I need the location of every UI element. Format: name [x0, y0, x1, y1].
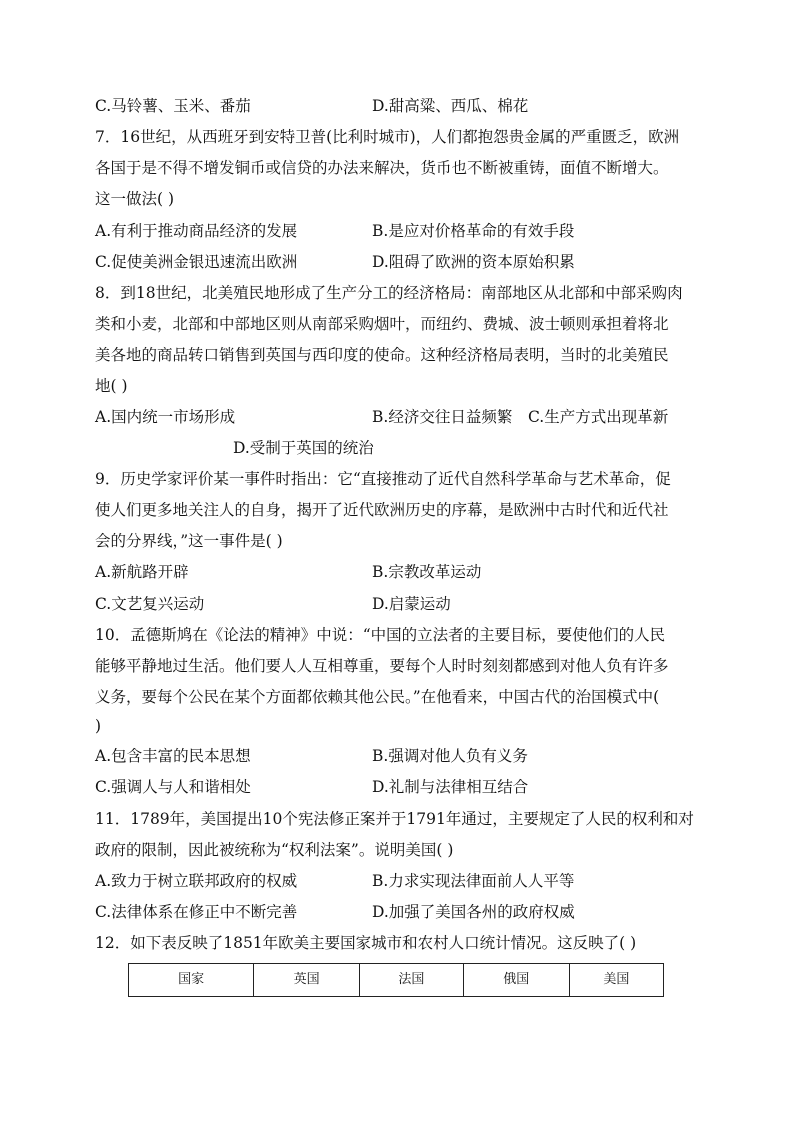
question-10-stem-line: 能够平静地过生活。他们要人人互相尊重，要每个人时时刻刻都感到对他人负有许多 [95, 657, 669, 675]
q8-option-d: D.受制于英国的统治 [233, 439, 374, 457]
q10-option-c: C.强调人与人和谐相处 [95, 778, 251, 796]
q7-option-c: C.促使美洲金银迅速流出欧洲 [95, 253, 298, 271]
question-12-stem-line: 12．如下表反映了1851年欧美主要国家城市和农村人口统计情况。这反映了( ) [95, 934, 637, 952]
question-9-stem-line: 9．历史学家评价某一事件时指出：它“直接推动了近代自然科学革命与艺术革命，促 [95, 470, 671, 488]
q9-option-a: A.新航路开辟 [95, 563, 189, 581]
table-header-row [129, 964, 664, 997]
question-8-stem-line: 地( ) [95, 377, 128, 395]
table-header-cell: 国家 [129, 964, 254, 997]
q11-option-b: B.力求实现法律面前人人平等 [372, 872, 575, 890]
table-header-cell: 法国 [359, 964, 463, 997]
q6-option-c: C.马铃薯、玉米、番茄 [95, 97, 251, 115]
q8-option-b: B.经济交往日益频繁 [372, 408, 513, 426]
q9-option-d: D.启蒙运动 [372, 595, 451, 613]
question-9-stem-line: 使人们更多地关注人的自身，揭开了近代欧洲历史的序幕，是欧洲中古时代和近代社 [95, 501, 669, 519]
q6-option-d: D.甜高粱、西瓜、棉花 [372, 97, 529, 115]
question-8-stem-line: 类和小麦，北部和中部地区则从南部采购烟叶，而纽约、费城、波士顿则承担着将北 [95, 315, 669, 333]
q10-option-d: D.礼制与法律相互结合 [372, 778, 529, 796]
q8-option-c: C.生产方式出现革新 [528, 408, 669, 426]
question-7-stem-line: 7．16世纪，从西班牙到安特卫普(比利时城市)，人们都抱怨贵金属的严重匮乏，欧洲 [95, 128, 680, 146]
q7-option-a: A.有利于推动商品经济的发展 [95, 222, 298, 240]
q8-option-a: A.国内统一市场形成 [95, 408, 236, 426]
table-header-cell: 俄国 [463, 964, 569, 997]
population-table [128, 963, 664, 997]
table-header-cell: 英国 [254, 964, 360, 997]
q10-option-b: B.强调对他人负有义务 [372, 747, 528, 765]
question-10-stem-line: 义务，要每个公民在某个方面都依赖其他公民。”在他看来，中国古代的治国模式中( [95, 688, 660, 706]
question-7-stem-line: 各国于是不得不增发铜币或信贷的办法来解决，货币也不断被重铸，面值不断增大。 [95, 159, 669, 177]
question-10-stem-line: 10．孟德斯鸠在《论法的精神》中说：“中国的立法者的主要目标，要使他们的人民 [95, 626, 666, 644]
q7-option-d: D.阻碍了欧洲的资本原始积累 [372, 253, 575, 271]
table-header-cell: 美国 [569, 964, 663, 997]
question-9-stem-line: 会的分界线，”这一事件是( ) [95, 532, 283, 550]
question-11-stem-line: 政府的限制，因此被统称为“权利法案”。说明美国( ) [95, 841, 454, 859]
q11-option-c: C.法律体系在修正中不断完善 [95, 903, 298, 921]
question-11-stem-line: 11．1789年，美国提出10个宪法修正案并于1791年通过，主要规定了人民的权利和对 [95, 810, 694, 828]
q9-option-c: C.文艺复兴运动 [95, 595, 205, 613]
question-7-stem-line: 这一做法( ) [95, 190, 175, 208]
q11-option-a: A.致力于树立联邦政府的权威 [95, 872, 298, 890]
question-8-stem-line: 8．到18世纪，北美殖民地形成了生产分工的经济格局：南部地区从北部和中部采购肉 [95, 284, 683, 302]
question-10-stem-line: ) [95, 717, 102, 735]
q10-option-a: A.包含丰富的民本思想 [95, 747, 251, 765]
q9-option-b: B.宗教改革运动 [372, 563, 482, 581]
q11-option-d: D.加强了美国各州的政府权威 [372, 903, 575, 921]
question-8-stem-line: 美各地的商品转口销售到英国与西印度的使命。这种经济格局表明，当时的北美殖民 [95, 346, 669, 364]
q7-option-b: B.是应对价格革命的有效手段 [372, 222, 575, 240]
